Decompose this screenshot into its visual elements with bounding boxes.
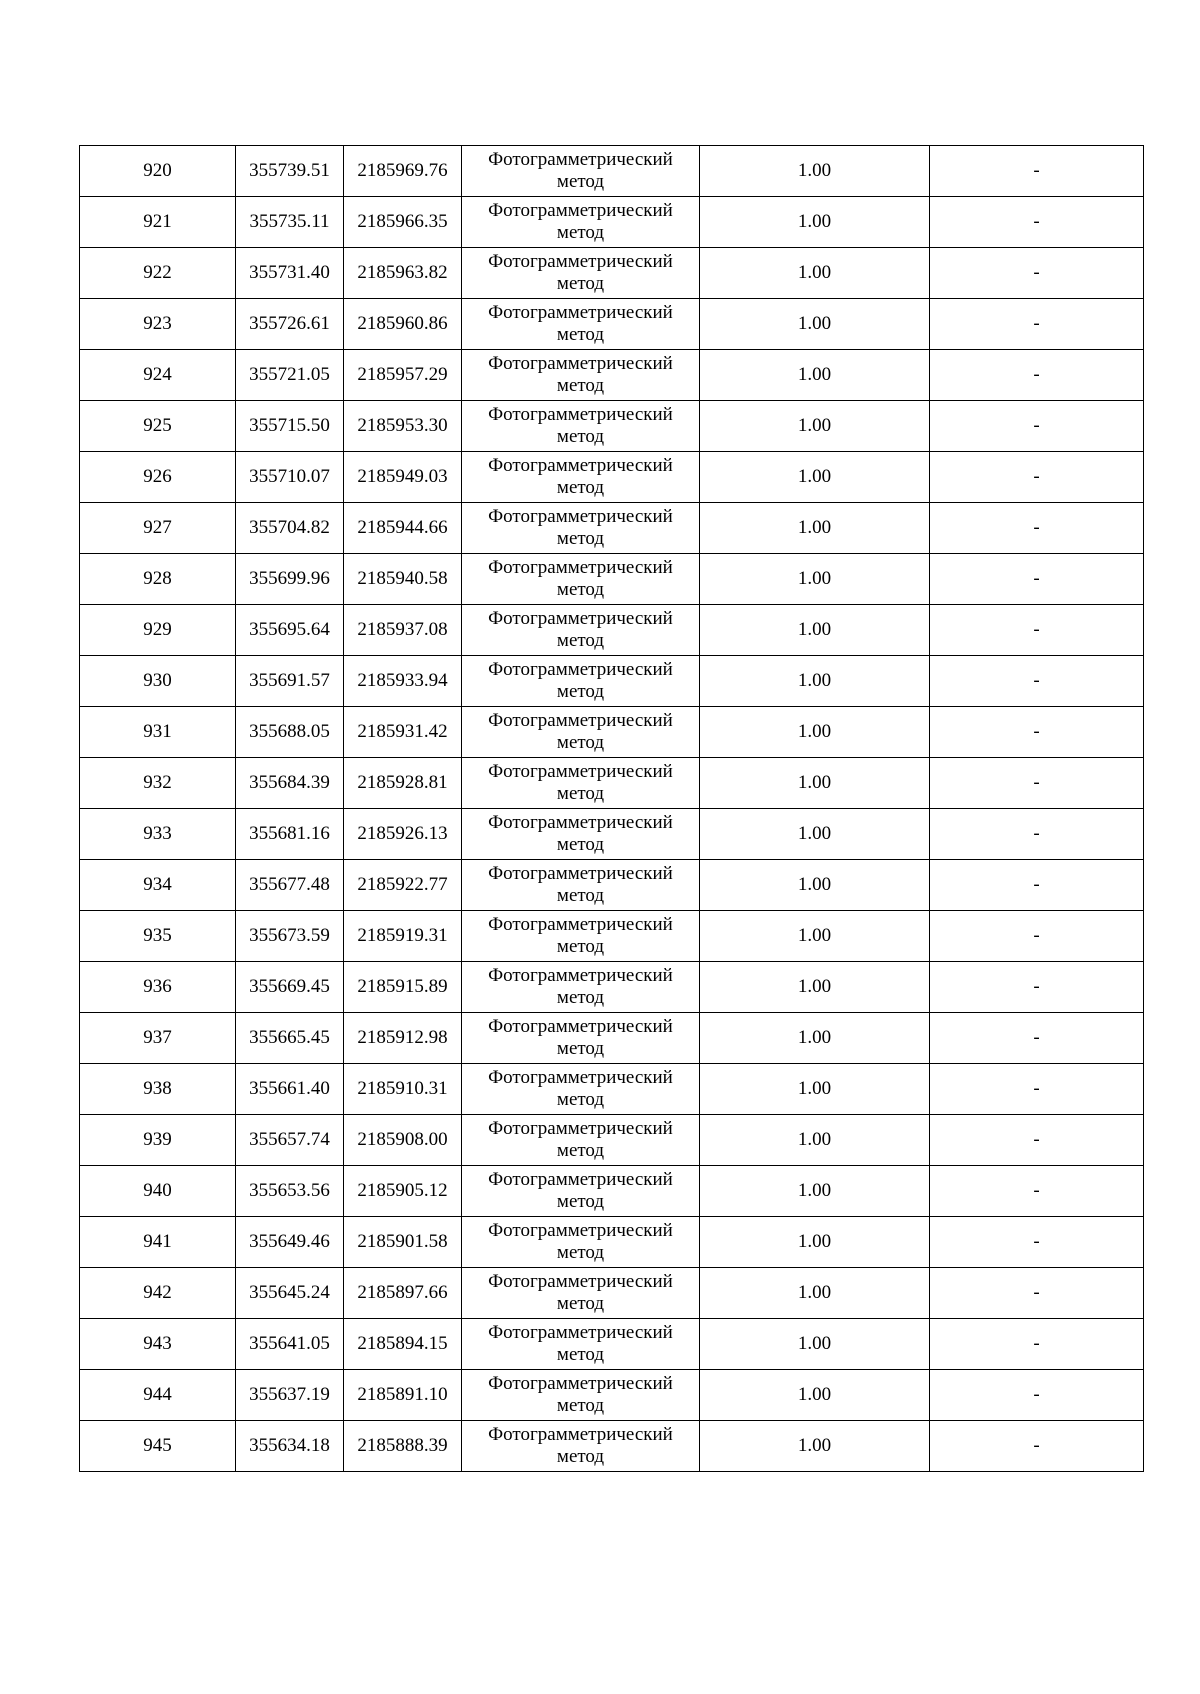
coordinates-table bbox=[79, 145, 1144, 1472]
table-row bbox=[80, 248, 1144, 299]
x-coordinate-cell: 355669.45 bbox=[236, 962, 344, 1013]
method-cell: Фотограмметрический метод bbox=[462, 1115, 700, 1166]
point-number-cell: 941 bbox=[80, 1217, 236, 1268]
description-cell: - bbox=[930, 1064, 1144, 1115]
y-coordinate-cell: 2185949.03 bbox=[344, 452, 462, 503]
description-cell: - bbox=[930, 1013, 1144, 1064]
point-number-cell: 925 bbox=[80, 401, 236, 452]
table-row bbox=[80, 707, 1144, 758]
method-cell: Фотограмметрический метод bbox=[462, 1268, 700, 1319]
table-row bbox=[80, 146, 1144, 197]
x-coordinate-cell: 355721.05 bbox=[236, 350, 344, 401]
method-cell: Фотограмметрический метод bbox=[462, 605, 700, 656]
y-coordinate-cell: 2185963.82 bbox=[344, 248, 462, 299]
table-row bbox=[80, 809, 1144, 860]
point-number-cell: 930 bbox=[80, 656, 236, 707]
description-cell: - bbox=[930, 656, 1144, 707]
method-cell: Фотограмметрический метод bbox=[462, 1166, 700, 1217]
method-cell: Фотограмметрический метод bbox=[462, 452, 700, 503]
x-coordinate-cell: 355735.11 bbox=[236, 197, 344, 248]
method-cell: Фотограмметрический метод bbox=[462, 350, 700, 401]
accuracy-cell: 1.00 bbox=[700, 809, 930, 860]
table-row bbox=[80, 1268, 1144, 1319]
x-coordinate-cell: 355684.39 bbox=[236, 758, 344, 809]
x-coordinate-cell: 355677.48 bbox=[236, 860, 344, 911]
method-cell: Фотограмметрический метод bbox=[462, 911, 700, 962]
y-coordinate-cell: 2185933.94 bbox=[344, 656, 462, 707]
accuracy-cell: 1.00 bbox=[700, 248, 930, 299]
accuracy-cell: 1.00 bbox=[700, 197, 930, 248]
table-row bbox=[80, 758, 1144, 809]
x-coordinate-cell: 355710.07 bbox=[236, 452, 344, 503]
table-row bbox=[80, 860, 1144, 911]
accuracy-cell: 1.00 bbox=[700, 503, 930, 554]
accuracy-cell: 1.00 bbox=[700, 452, 930, 503]
table-row bbox=[80, 1319, 1144, 1370]
description-cell: - bbox=[930, 911, 1144, 962]
point-number-cell: 922 bbox=[80, 248, 236, 299]
table-row bbox=[80, 911, 1144, 962]
table-row bbox=[80, 503, 1144, 554]
table-row bbox=[80, 401, 1144, 452]
description-cell: - bbox=[930, 1319, 1144, 1370]
description-cell: - bbox=[930, 452, 1144, 503]
method-cell: Фотограмметрический метод bbox=[462, 962, 700, 1013]
point-number-cell: 921 bbox=[80, 197, 236, 248]
description-cell: - bbox=[930, 605, 1144, 656]
description-cell: - bbox=[930, 197, 1144, 248]
method-cell: Фотограмметрический метод bbox=[462, 860, 700, 911]
x-coordinate-cell: 355665.45 bbox=[236, 1013, 344, 1064]
y-coordinate-cell: 2185915.89 bbox=[344, 962, 462, 1013]
accuracy-cell: 1.00 bbox=[700, 1064, 930, 1115]
description-cell: - bbox=[930, 758, 1144, 809]
accuracy-cell: 1.00 bbox=[700, 1319, 930, 1370]
y-coordinate-cell: 2185891.10 bbox=[344, 1370, 462, 1421]
point-number-cell: 943 bbox=[80, 1319, 236, 1370]
description-cell: - bbox=[930, 248, 1144, 299]
y-coordinate-cell: 2185912.98 bbox=[344, 1013, 462, 1064]
method-cell: Фотограмметрический метод bbox=[462, 758, 700, 809]
point-number-cell: 937 bbox=[80, 1013, 236, 1064]
y-coordinate-cell: 2185940.58 bbox=[344, 554, 462, 605]
x-coordinate-cell: 355731.40 bbox=[236, 248, 344, 299]
x-coordinate-cell: 355637.19 bbox=[236, 1370, 344, 1421]
table-row bbox=[80, 350, 1144, 401]
accuracy-cell: 1.00 bbox=[700, 1421, 930, 1472]
method-cell: Фотограмметрический метод bbox=[462, 809, 700, 860]
point-number-cell: 924 bbox=[80, 350, 236, 401]
description-cell: - bbox=[930, 707, 1144, 758]
method-cell: Фотограмметрический метод bbox=[462, 1064, 700, 1115]
point-number-cell: 942 bbox=[80, 1268, 236, 1319]
method-cell: Фотограмметрический метод bbox=[462, 503, 700, 554]
point-number-cell: 935 bbox=[80, 911, 236, 962]
x-coordinate-cell: 355704.82 bbox=[236, 503, 344, 554]
method-cell: Фотограмметрический метод bbox=[462, 1013, 700, 1064]
x-coordinate-cell: 355688.05 bbox=[236, 707, 344, 758]
method-cell: Фотограмметрический метод bbox=[462, 1319, 700, 1370]
x-coordinate-cell: 355699.96 bbox=[236, 554, 344, 605]
point-number-cell: 933 bbox=[80, 809, 236, 860]
method-cell: Фотограмметрический метод bbox=[462, 554, 700, 605]
point-number-cell: 920 bbox=[80, 146, 236, 197]
y-coordinate-cell: 2185922.77 bbox=[344, 860, 462, 911]
x-coordinate-cell: 355715.50 bbox=[236, 401, 344, 452]
description-cell: - bbox=[930, 350, 1144, 401]
x-coordinate-cell: 355691.57 bbox=[236, 656, 344, 707]
accuracy-cell: 1.00 bbox=[700, 962, 930, 1013]
accuracy-cell: 1.00 bbox=[700, 656, 930, 707]
table-row bbox=[80, 1217, 1144, 1268]
x-coordinate-cell: 355657.74 bbox=[236, 1115, 344, 1166]
x-coordinate-cell: 355645.24 bbox=[236, 1268, 344, 1319]
point-number-cell: 940 bbox=[80, 1166, 236, 1217]
y-coordinate-cell: 2185901.58 bbox=[344, 1217, 462, 1268]
accuracy-cell: 1.00 bbox=[700, 1370, 930, 1421]
accuracy-cell: 1.00 bbox=[700, 401, 930, 452]
accuracy-cell: 1.00 bbox=[700, 1115, 930, 1166]
table-row bbox=[80, 299, 1144, 350]
point-number-cell: 929 bbox=[80, 605, 236, 656]
table-row bbox=[80, 1166, 1144, 1217]
point-number-cell: 945 bbox=[80, 1421, 236, 1472]
y-coordinate-cell: 2185905.12 bbox=[344, 1166, 462, 1217]
accuracy-cell: 1.00 bbox=[700, 1166, 930, 1217]
y-coordinate-cell: 2185897.66 bbox=[344, 1268, 462, 1319]
x-coordinate-cell: 355649.46 bbox=[236, 1217, 344, 1268]
y-coordinate-cell: 2185969.76 bbox=[344, 146, 462, 197]
accuracy-cell: 1.00 bbox=[700, 1217, 930, 1268]
table-row bbox=[80, 197, 1144, 248]
description-cell: - bbox=[930, 860, 1144, 911]
y-coordinate-cell: 2185966.35 bbox=[344, 197, 462, 248]
accuracy-cell: 1.00 bbox=[700, 860, 930, 911]
table-row bbox=[80, 1115, 1144, 1166]
description-cell: - bbox=[930, 1115, 1144, 1166]
x-coordinate-cell: 355661.40 bbox=[236, 1064, 344, 1115]
description-cell: - bbox=[930, 1421, 1144, 1472]
y-coordinate-cell: 2185926.13 bbox=[344, 809, 462, 860]
y-coordinate-cell: 2185910.31 bbox=[344, 1064, 462, 1115]
table-row bbox=[80, 1421, 1144, 1472]
table-row bbox=[80, 554, 1144, 605]
table-row bbox=[80, 656, 1144, 707]
table-row bbox=[80, 1064, 1144, 1115]
method-cell: Фотограмметрический метод bbox=[462, 401, 700, 452]
accuracy-cell: 1.00 bbox=[700, 911, 930, 962]
y-coordinate-cell: 2185944.66 bbox=[344, 503, 462, 554]
point-number-cell: 934 bbox=[80, 860, 236, 911]
y-coordinate-cell: 2185953.30 bbox=[344, 401, 462, 452]
description-cell: - bbox=[930, 503, 1144, 554]
table-row bbox=[80, 452, 1144, 503]
accuracy-cell: 1.00 bbox=[700, 1013, 930, 1064]
x-coordinate-cell: 355739.51 bbox=[236, 146, 344, 197]
description-cell: - bbox=[930, 554, 1144, 605]
accuracy-cell: 1.00 bbox=[700, 350, 930, 401]
x-coordinate-cell: 355726.61 bbox=[236, 299, 344, 350]
description-cell: - bbox=[930, 146, 1144, 197]
method-cell: Фотограмметрический метод bbox=[462, 1370, 700, 1421]
method-cell: Фотограмметрический метод bbox=[462, 146, 700, 197]
y-coordinate-cell: 2185960.86 bbox=[344, 299, 462, 350]
description-cell: - bbox=[930, 401, 1144, 452]
description-cell: - bbox=[930, 1166, 1144, 1217]
y-coordinate-cell: 2185931.42 bbox=[344, 707, 462, 758]
accuracy-cell: 1.00 bbox=[700, 707, 930, 758]
method-cell: Фотограмметрический метод bbox=[462, 656, 700, 707]
method-cell: Фотограмметрический метод bbox=[462, 299, 700, 350]
x-coordinate-cell: 355695.64 bbox=[236, 605, 344, 656]
description-cell: - bbox=[930, 809, 1144, 860]
accuracy-cell: 1.00 bbox=[700, 299, 930, 350]
accuracy-cell: 1.00 bbox=[700, 146, 930, 197]
accuracy-cell: 1.00 bbox=[700, 1268, 930, 1319]
x-coordinate-cell: 355653.56 bbox=[236, 1166, 344, 1217]
accuracy-cell: 1.00 bbox=[700, 758, 930, 809]
description-cell: - bbox=[930, 962, 1144, 1013]
description-cell: - bbox=[930, 299, 1144, 350]
point-number-cell: 928 bbox=[80, 554, 236, 605]
y-coordinate-cell: 2185919.31 bbox=[344, 911, 462, 962]
point-number-cell: 932 bbox=[80, 758, 236, 809]
table-row bbox=[80, 605, 1144, 656]
accuracy-cell: 1.00 bbox=[700, 554, 930, 605]
y-coordinate-cell: 2185957.29 bbox=[344, 350, 462, 401]
point-number-cell: 944 bbox=[80, 1370, 236, 1421]
table-row bbox=[80, 1013, 1144, 1064]
y-coordinate-cell: 2185908.00 bbox=[344, 1115, 462, 1166]
y-coordinate-cell: 2185888.39 bbox=[344, 1421, 462, 1472]
x-coordinate-cell: 355641.05 bbox=[236, 1319, 344, 1370]
y-coordinate-cell: 2185894.15 bbox=[344, 1319, 462, 1370]
point-number-cell: 927 bbox=[80, 503, 236, 554]
x-coordinate-cell: 355634.18 bbox=[236, 1421, 344, 1472]
table-row bbox=[80, 1370, 1144, 1421]
point-number-cell: 938 bbox=[80, 1064, 236, 1115]
method-cell: Фотограмметрический метод bbox=[462, 1421, 700, 1472]
description-cell: - bbox=[930, 1268, 1144, 1319]
method-cell: Фотограмметрический метод bbox=[462, 248, 700, 299]
method-cell: Фотограмметрический метод bbox=[462, 1217, 700, 1268]
x-coordinate-cell: 355681.16 bbox=[236, 809, 344, 860]
point-number-cell: 939 bbox=[80, 1115, 236, 1166]
table-body bbox=[80, 146, 1144, 1472]
method-cell: Фотограмметрический метод bbox=[462, 197, 700, 248]
point-number-cell: 923 bbox=[80, 299, 236, 350]
point-number-cell: 926 bbox=[80, 452, 236, 503]
point-number-cell: 936 bbox=[80, 962, 236, 1013]
table-row bbox=[80, 962, 1144, 1013]
x-coordinate-cell: 355673.59 bbox=[236, 911, 344, 962]
y-coordinate-cell: 2185937.08 bbox=[344, 605, 462, 656]
accuracy-cell: 1.00 bbox=[700, 605, 930, 656]
y-coordinate-cell: 2185928.81 bbox=[344, 758, 462, 809]
point-number-cell: 931 bbox=[80, 707, 236, 758]
description-cell: - bbox=[930, 1370, 1144, 1421]
method-cell: Фотограмметрический метод bbox=[462, 707, 700, 758]
description-cell: - bbox=[930, 1217, 1144, 1268]
